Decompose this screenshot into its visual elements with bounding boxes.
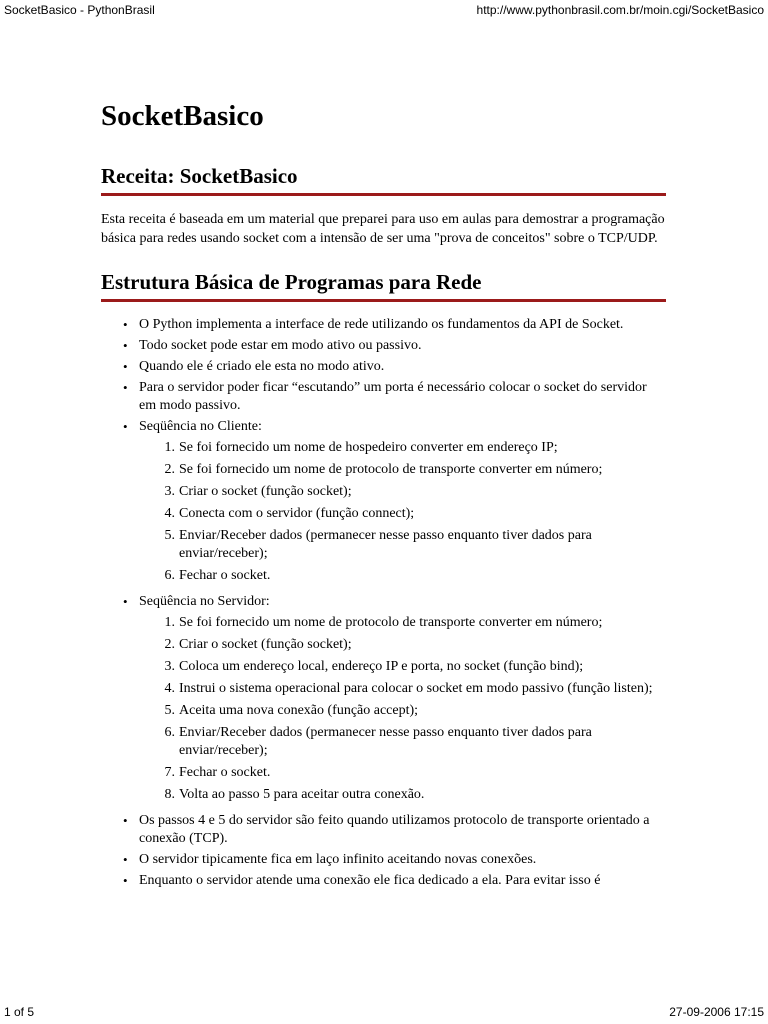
client-step [164, 567, 666, 585]
server-step [164, 724, 666, 760]
list-item-text: Enquanto o servidor atende uma conexão ele fica dedicado a ela. Para evitar isso é [139, 873, 601, 888]
step-number: 2. [164, 462, 175, 477]
step-number: 7. [164, 765, 175, 780]
step-number: 1. [164, 615, 175, 630]
server-steps-list [139, 614, 666, 804]
list-item [123, 337, 666, 355]
step-number: 5. [164, 528, 175, 543]
list-item-text: Seqüência no Servidor: [139, 594, 270, 609]
step-text: Se foi fornecido um nome de hospedeiro converter em endereço IP; [179, 440, 558, 455]
client-step [164, 483, 666, 501]
step-text: Enviar/Receber dados (permanecer nesse passo enquanto tiver dados para enviar/receber); [179, 725, 592, 758]
step-text: Conecta com o servidor (função connect); [179, 506, 415, 521]
list-item-text: Os passos 4 e 5 do servidor são feito quando utilizamos protocolo de transporte orientado a conexão (TCP). [139, 813, 650, 846]
step-number: 4. [164, 506, 175, 521]
step-text: Coloca um endereço local, endereço IP e porta, no socket (função bind); [179, 659, 584, 674]
client-step [164, 461, 666, 479]
list-item-text: Seqüência no Cliente: [139, 419, 262, 434]
step-text: Se foi fornecido um nome de protocolo de transporte converter em número; [179, 462, 603, 477]
bullet-icon: • [123, 317, 128, 332]
step-number: 6. [164, 725, 175, 740]
step-text: Fechar o socket. [179, 568, 271, 583]
list-item-client-sequence [123, 418, 666, 585]
bullet-list [101, 316, 666, 890]
list-item [123, 872, 666, 890]
list-item [123, 812, 666, 848]
page-title: SocketBasico [101, 100, 264, 132]
step-number: 6. [164, 568, 175, 583]
bullet-icon: • [123, 813, 128, 828]
intro-paragraph: Esta receita é baseada em um material que preparei para uso em aulas para demostrar a programação básica para redes usando socket com a intensão de ser uma "prova de conceitos" sobre o TCP/UDP. [101, 212, 665, 246]
list-item-server-sequence [123, 593, 666, 804]
bullet-icon: • [123, 594, 128, 609]
list-item [123, 316, 666, 334]
step-text: Criar o socket (função socket); [179, 484, 352, 499]
list-item [123, 379, 666, 415]
section-heading-receita: Receita: SocketBasico [101, 162, 666, 196]
server-step [164, 658, 666, 676]
step-number: 3. [164, 659, 175, 674]
bullet-icon: • [123, 338, 128, 353]
bullet-icon: • [123, 359, 128, 374]
step-text: Enviar/Receber dados (permanecer nesse passo enquanto tiver dados para enviar/receber); [179, 528, 592, 561]
server-step [164, 636, 666, 654]
list-item-text: O servidor tipicamente fica em laço infinito aceitando novas conexões. [139, 852, 537, 867]
list-item-text: Para o servidor poder ficar “escutando” um porta é necessário colocar o socket do servidor em modo passivo. [139, 380, 647, 413]
step-text: Se foi fornecido um nome de protocolo de transporte converter em número; [179, 615, 603, 630]
step-number: 4. [164, 681, 175, 696]
step-text: Instrui o sistema operacional para colocar o socket em modo passivo (função listen); [179, 681, 653, 696]
client-steps-list [139, 439, 666, 585]
step-number: 8. [164, 787, 175, 802]
document-content [101, 96, 666, 893]
client-step [164, 439, 666, 457]
server-step [164, 680, 666, 698]
bullet-icon: • [123, 419, 128, 434]
server-step [164, 764, 666, 782]
client-step [164, 527, 666, 563]
print-footer-datetime: 27-09-2006 17:15 [669, 1005, 764, 1019]
step-number: 3. [164, 484, 175, 499]
step-number: 2. [164, 637, 175, 652]
list-item [123, 358, 666, 376]
step-text: Volta ao passo 5 para aceitar outra conexão. [179, 787, 425, 802]
list-item-text: O Python implementa a interface de rede utilizando os fundamentos da API de Socket. [139, 317, 624, 332]
server-step [164, 786, 666, 804]
step-number: 1. [164, 440, 175, 455]
step-text: Criar o socket (função socket); [179, 637, 352, 652]
server-step [164, 702, 666, 720]
print-header-url[interactable]: http://www.pythonbrasil.com.br/moin.cgi/SocketBasico [476, 3, 764, 17]
step-text: Fechar o socket. [179, 765, 271, 780]
list-item-text: Todo socket pode estar em modo ativo ou passivo. [139, 338, 422, 353]
client-step [164, 505, 666, 523]
step-number: 5. [164, 703, 175, 718]
list-item-text: Quando ele é criado ele esta no modo ativo. [139, 359, 385, 374]
step-text: Aceita uma nova conexão (função accept); [179, 703, 419, 718]
section-heading-estrutura: Estrutura Básica de Programas para Rede [101, 268, 666, 302]
print-header-page-title: SocketBasico - PythonBrasil [4, 3, 155, 17]
print-footer-page-indicator: 1 of 5 [4, 1005, 35, 1019]
server-step [164, 614, 666, 632]
list-item [123, 851, 666, 869]
bullet-icon: • [123, 873, 128, 888]
bullet-icon: • [123, 852, 128, 867]
bullet-icon: • [123, 380, 128, 395]
